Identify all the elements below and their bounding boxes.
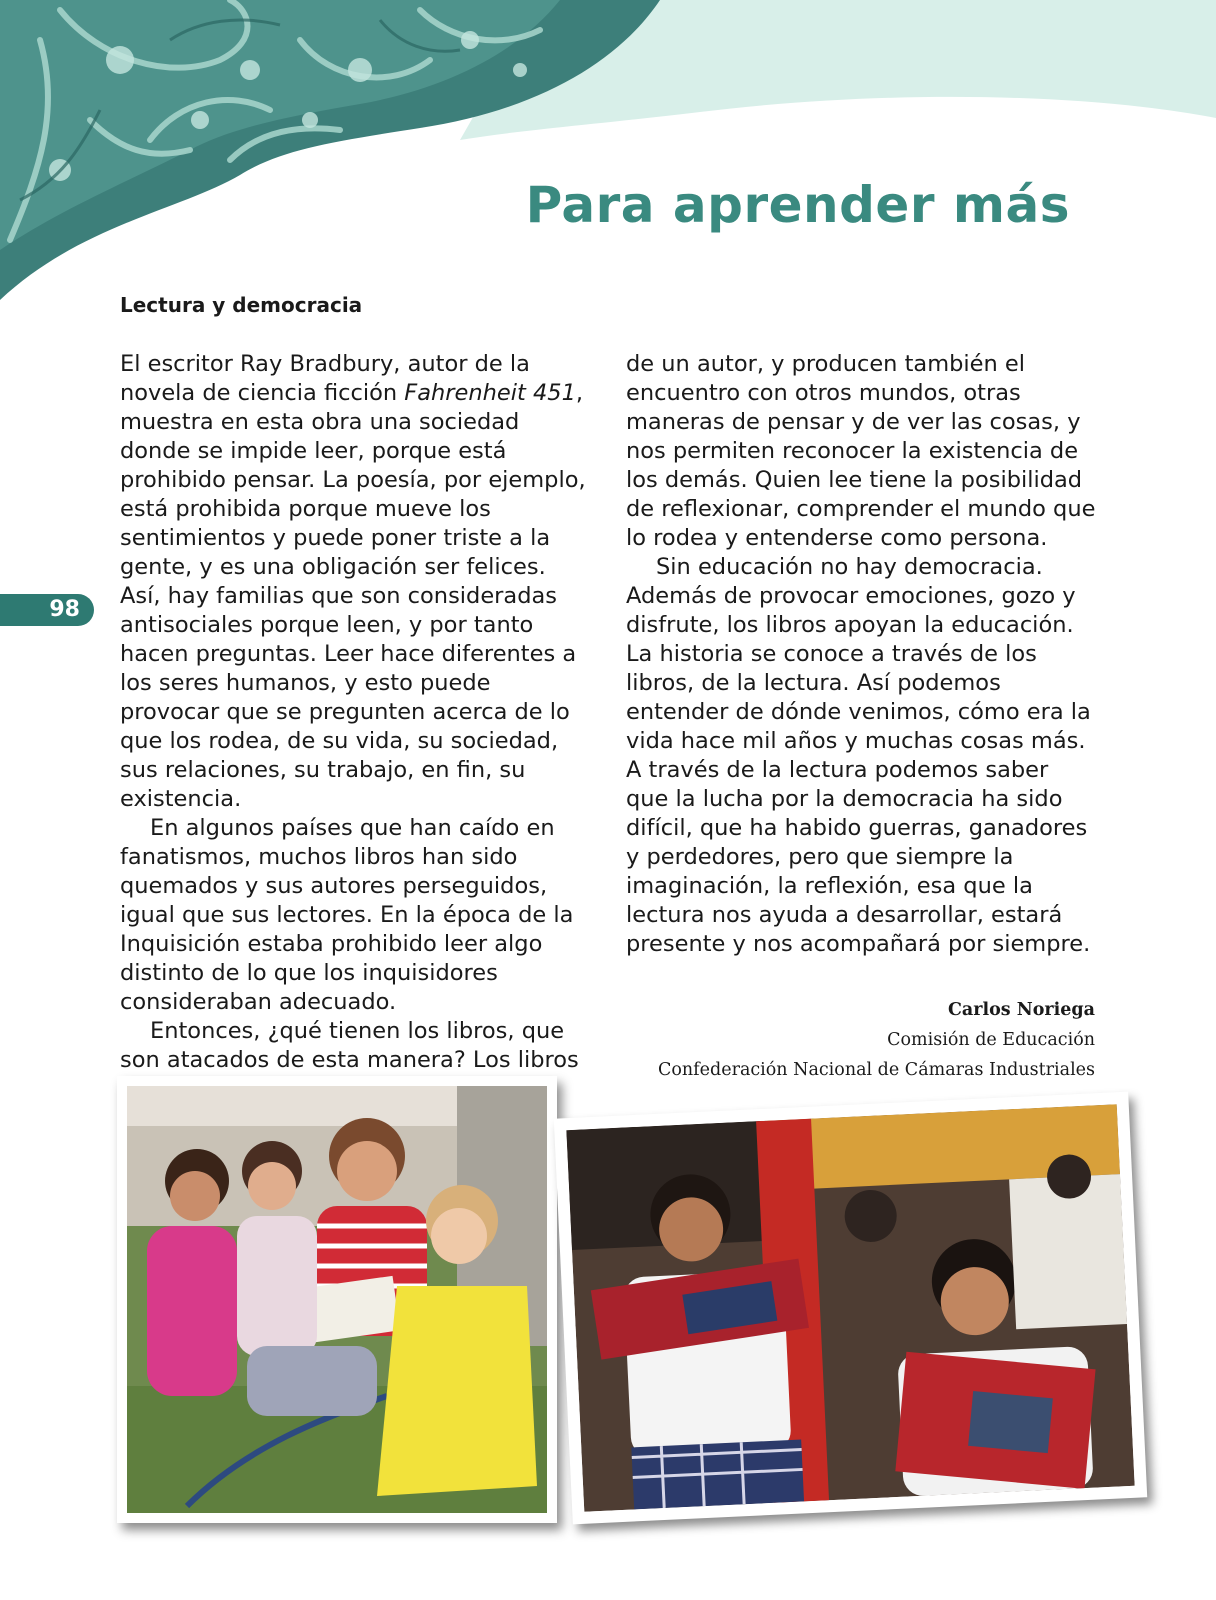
author-organization: Confederación Nacional de Cámaras Industriales	[657, 1060, 1095, 1080]
article-column-right	[626, 350, 1096, 959]
photo-image	[127, 1086, 547, 1513]
article-paragraph: En algunos países que han caído en fanatismos, muchos libros han sido quemados y sus autores perseguidos, igual que sus lectores. En la época de la Inquisición estaba prohibido leer algo distinto de lo que los inquisidores consideraban adecuado.	[120, 815, 574, 1015]
page-number: 98	[49, 597, 80, 622]
book-title: Fahrenheit 451	[404, 380, 576, 406]
paragraph-text: El escritor Ray Bradbury, autor de la novela de ciencia ficción	[120, 351, 530, 406]
author-signature	[658, 995, 1095, 1085]
paragraph-text: , muestra en esta obra una sociedad donde se impide leer, porque está prohibido pensar. La poesía, por ejemplo, está prohibida porque mueve los sentimientos y puede poner triste a la gente, y es una obligación ser felices. Así, hay familias que son consideradas antisociales porque leen, y por tanto hacen preguntas. Leer hace diferentes a los seres humanos, y esto puede provocar que se pregunten acerca de lo que los rodea, de su vida, su sociedad, sus relaciones, su trabajo, en fin, su existencia.	[120, 380, 586, 812]
article-paragraph	[120, 350, 590, 814]
photo-schoolgirls-reading	[554, 1092, 1147, 1525]
article-paragraph: Sin educación no hay democracia. Además de provocar emociones, gozo y disfrute, los libros apoyan la educación. La historia se conoce a través de los libros, de la lectura. Así podemos entender de dónde venimos, cómo era la vida hace mil años y muchas cosas más. A través de la lectura podemos saber que la lucha por la democracia ha sido difícil, que ha habido guerras, ganadores y perdedores, pero que siempre la imaginación, la reflexión, esa que la lectura nos ayuda a desarrollar, estará presente y nos acompañará por siempre.	[626, 554, 1091, 957]
header-ornament	[0, 0, 1216, 300]
author-name: Carlos Noriega	[948, 1000, 1095, 1020]
ornament-graphic	[0, 0, 1216, 300]
article-paragraph: Entonces, ¿qué tienen los libros, que son atacados de esta manera? Los libros	[120, 1018, 579, 1073]
article-paragraph: de un autor, y producen también el encuentro con otros mundos, otras maneras de pensar y de ver las cosas, y nos permiten reconocer la existencia de los demás. Quien lee tiene la posibilidad de reflexionar, comprender el mundo que lo rodea y entenderse como persona.	[626, 351, 1096, 551]
photo-children-reading-outdoors	[117, 1076, 557, 1523]
section-heading: Lectura y democracia	[120, 293, 363, 317]
page-title: Para aprender más	[525, 176, 1070, 234]
photo-image	[566, 1104, 1134, 1512]
article-column-left	[120, 350, 590, 1133]
page-number-tab	[0, 594, 94, 626]
author-affiliation: Comisión de Educación	[887, 1030, 1095, 1050]
